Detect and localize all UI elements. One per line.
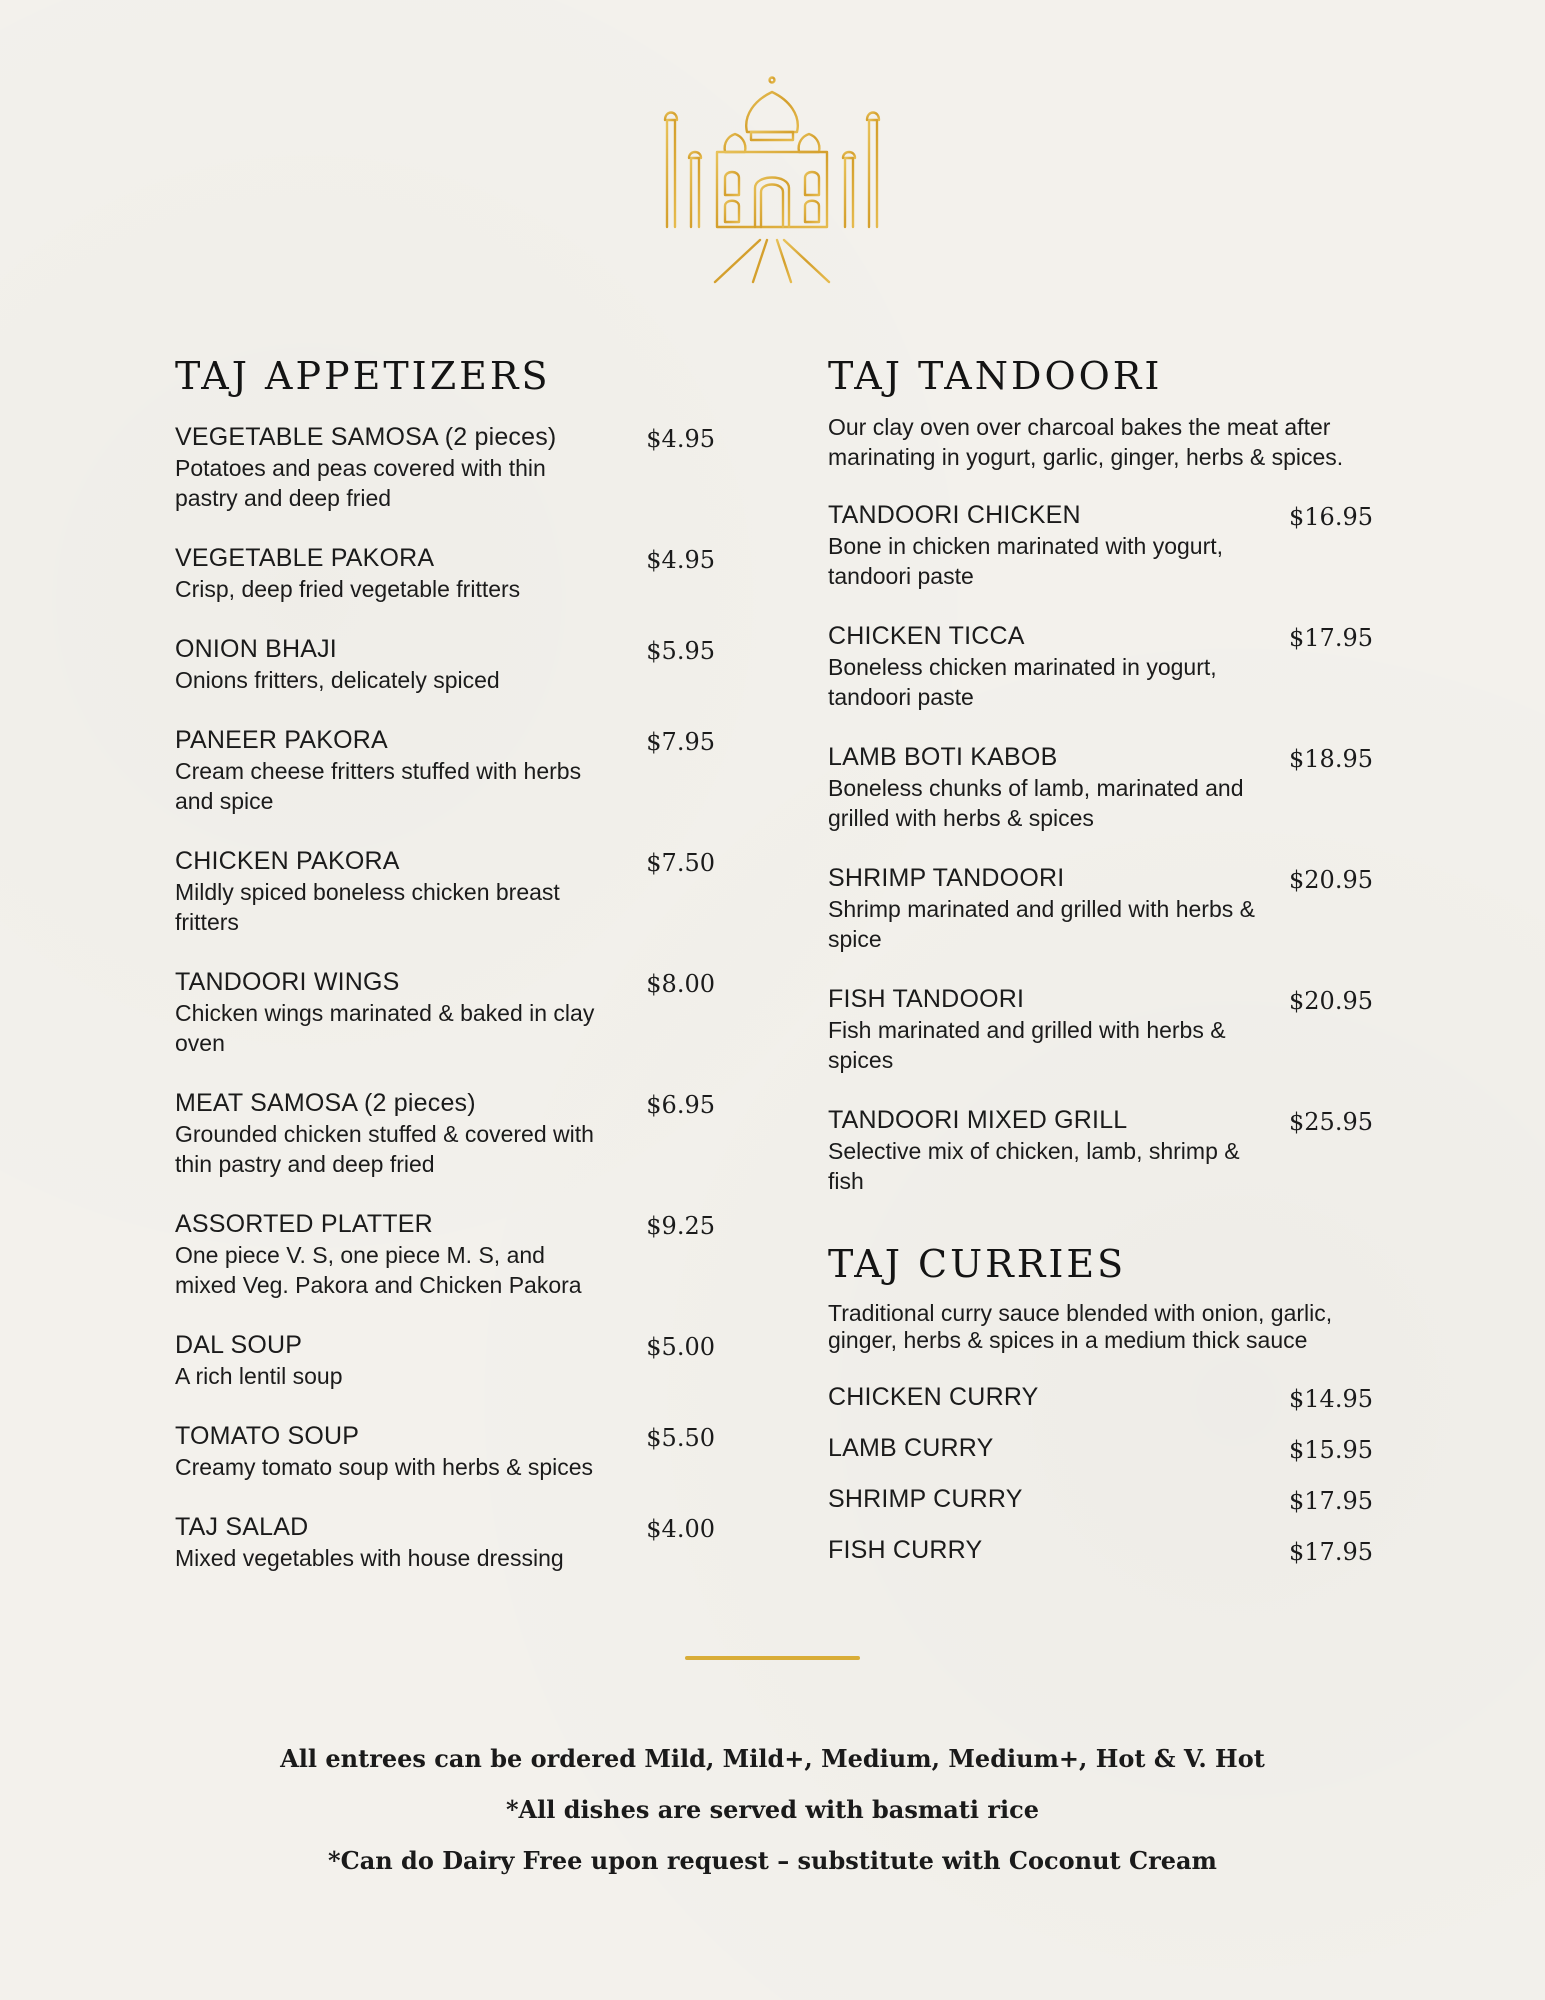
item-description: Onions fritters, delicately spiced bbox=[175, 667, 500, 693]
footer-spice-levels: All entrees can be ordered Mild, Mild+, Medium, Medium+, Hot & V. Hot bbox=[280, 1744, 1265, 1773]
curry-list bbox=[828, 1382, 1373, 1568]
tandoori-title: TAJ TANDOORI bbox=[828, 354, 1163, 398]
curries-section bbox=[828, 1236, 1373, 1568]
item-price: $5.00 bbox=[646, 1333, 715, 1361]
item-price: $4.00 bbox=[646, 1515, 715, 1543]
menu-item bbox=[175, 1209, 720, 1300]
footer-rice-note: *All dishes are served with basmati rice bbox=[505, 1795, 1039, 1824]
item-price: $7.50 bbox=[646, 849, 715, 877]
item-description: One piece V. S, one piece M. S, and mixed Veg. Pakora and Chicken Pakora bbox=[175, 1242, 582, 1298]
tandoori-section bbox=[828, 348, 1373, 1586]
item-price: $5.95 bbox=[646, 637, 715, 665]
menu-item bbox=[175, 543, 720, 604]
item-name: FISH CURRY bbox=[828, 1536, 983, 1564]
item-name: SHRIMP CURRY bbox=[828, 1485, 1023, 1513]
menu-item bbox=[828, 500, 1373, 591]
item-name: ONION BHAJI bbox=[175, 635, 337, 663]
appetizer-list bbox=[175, 422, 720, 1573]
item-description: Creamy tomato soup with herbs & spices bbox=[175, 1454, 594, 1480]
menu-item bbox=[828, 621, 1373, 712]
item-description: Mildly spiced boneless chicken breast fritters bbox=[175, 879, 560, 935]
menu-item bbox=[828, 1484, 1373, 1517]
item-price: $7.95 bbox=[646, 728, 715, 756]
item-description: Boneless chicken marinated in yogurt, tandoori paste bbox=[828, 654, 1217, 710]
menu-item bbox=[175, 1088, 720, 1179]
appetizers-title: TAJ APPETIZERS bbox=[175, 354, 551, 398]
item-name: TAJ SALAD bbox=[175, 1513, 309, 1541]
item-name: PANEER PAKORA bbox=[175, 726, 388, 754]
menu-item bbox=[828, 1535, 1373, 1568]
item-price: $15.95 bbox=[1289, 1436, 1373, 1464]
item-description: Shrimp marinated and grilled with herbs & spice bbox=[828, 896, 1255, 952]
item-name: TANDOORI MIXED GRILL bbox=[828, 1106, 1128, 1134]
menu-item bbox=[175, 634, 720, 695]
tandoori-intro: Our clay oven over charcoal bakes the meat after marinating in yogurt, garlic, ginger, herbs & spices. bbox=[828, 414, 1344, 470]
menu-item bbox=[828, 984, 1373, 1075]
item-price: $8.00 bbox=[646, 970, 715, 998]
item-description: Mixed vegetables with house dressing bbox=[175, 1545, 564, 1571]
item-name: TANDOORI CHICKEN bbox=[828, 501, 1081, 529]
menu-item bbox=[175, 725, 720, 816]
item-name: LAMB CURRY bbox=[828, 1434, 994, 1462]
item-name: DAL SOUP bbox=[175, 1331, 303, 1359]
tandoori-list bbox=[828, 500, 1373, 1196]
menu-item bbox=[175, 1512, 720, 1573]
item-price: $16.95 bbox=[1289, 503, 1373, 531]
item-price: $5.50 bbox=[646, 1424, 715, 1452]
menu-item bbox=[828, 742, 1373, 833]
item-description: Bone in chicken marinated with yogurt, tandoori paste bbox=[828, 533, 1224, 589]
taj-mahal-icon bbox=[655, 70, 890, 285]
item-description: Grounded chicken stuffed & covered with thin pastry and deep fried bbox=[175, 1121, 594, 1177]
menu-item bbox=[828, 1433, 1373, 1466]
item-name: TANDOORI WINGS bbox=[175, 968, 400, 996]
curries-intro: Traditional curry sauce blended with onion, garlic, ginger, herbs & spices in a medium thick sauce bbox=[828, 1300, 1333, 1353]
curries-title: TAJ CURRIES bbox=[828, 1242, 1127, 1286]
item-description: Boneless chunks of lamb, marinated and grilled with herbs & spices bbox=[828, 775, 1244, 831]
menu-item bbox=[175, 1421, 720, 1482]
item-name: ASSORTED PLATTER bbox=[175, 1210, 433, 1238]
menu-item bbox=[828, 1382, 1373, 1415]
item-name: CHICKEN CURRY bbox=[828, 1383, 1039, 1411]
item-price: $6.95 bbox=[646, 1091, 715, 1119]
menu-item bbox=[175, 846, 720, 937]
item-description: Chicken wings marinated & baked in clay oven bbox=[175, 1000, 595, 1056]
item-name: CHICKEN PAKORA bbox=[175, 847, 400, 875]
item-price: $18.95 bbox=[1289, 745, 1373, 773]
item-price: $17.95 bbox=[1289, 1487, 1373, 1515]
item-price: $25.95 bbox=[1289, 1108, 1373, 1136]
item-name: CHICKEN TICCA bbox=[828, 622, 1025, 650]
item-description: Selective mix of chicken, lamb, shrimp & fish bbox=[828, 1138, 1240, 1194]
gold-divider bbox=[685, 1656, 860, 1660]
menu-item bbox=[175, 422, 720, 513]
item-description: Crisp, deep fried vegetable fritters bbox=[175, 576, 521, 602]
item-description: Cream cheese fritters stuffed with herbs and spice bbox=[175, 758, 582, 814]
item-description: A rich lentil soup bbox=[175, 1363, 343, 1389]
item-price: $14.95 bbox=[1289, 1385, 1373, 1413]
item-price: $9.25 bbox=[646, 1212, 715, 1240]
item-price: $4.95 bbox=[646, 425, 715, 453]
footer-notes bbox=[0, 1733, 1545, 1886]
appetizers-section bbox=[175, 348, 720, 1603]
item-name: TOMATO SOUP bbox=[175, 1422, 360, 1450]
item-price: $20.95 bbox=[1289, 866, 1373, 894]
item-price: $17.95 bbox=[1289, 624, 1373, 652]
menu-item bbox=[175, 1330, 720, 1391]
item-name: LAMB BOTI KABOB bbox=[828, 743, 1058, 771]
item-name: SHRIMP TANDOORI bbox=[828, 864, 1065, 892]
item-name: MEAT SAMOSA (2 pieces) bbox=[175, 1089, 476, 1117]
item-description: Potatoes and peas covered with thin pastry and deep fried bbox=[175, 455, 546, 511]
item-name: VEGETABLE SAMOSA (2 pieces) bbox=[175, 423, 557, 451]
footer-dairy-note: *Can do Dairy Free upon request – substitute with Coconut Cream bbox=[328, 1846, 1217, 1875]
item-price: $4.95 bbox=[646, 546, 715, 574]
menu-item bbox=[828, 1105, 1373, 1196]
menu-item bbox=[175, 967, 720, 1058]
item-description: Fish marinated and grilled with herbs & spices bbox=[828, 1017, 1226, 1073]
item-price: $17.95 bbox=[1289, 1538, 1373, 1566]
menu-item bbox=[828, 863, 1373, 954]
item-price: $20.95 bbox=[1289, 987, 1373, 1015]
item-name: VEGETABLE PAKORA bbox=[175, 544, 435, 572]
item-name: FISH TANDOORI bbox=[828, 985, 1025, 1013]
